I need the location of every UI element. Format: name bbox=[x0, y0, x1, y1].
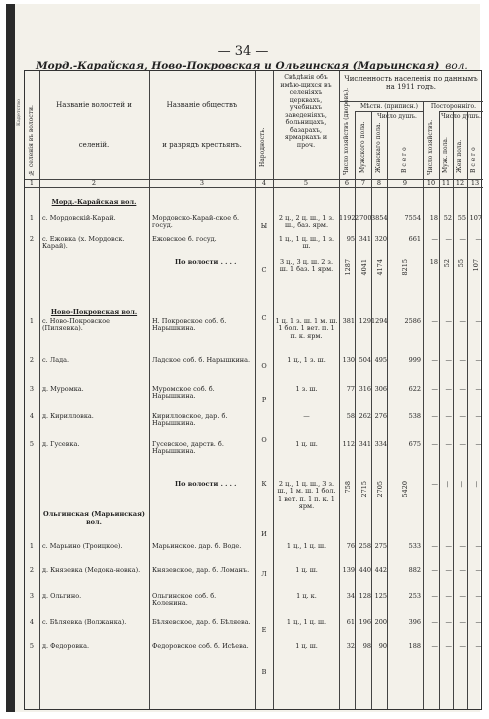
cell-f: 200 bbox=[374, 618, 387, 626]
cell-n: 5 bbox=[29, 642, 35, 650]
cell-village: д. Ольгино. bbox=[42, 592, 82, 600]
cell-t: 999 bbox=[408, 356, 421, 364]
cell-village: с. Ежовка (х. Мордовск. Карай). bbox=[42, 235, 125, 251]
cell-info: 1 ц. ш. bbox=[295, 440, 318, 448]
header-mestnye: Мѣстн. (приписн.) bbox=[359, 103, 419, 110]
cell-h2: — bbox=[431, 440, 438, 448]
cell-n: 2 bbox=[29, 566, 35, 574]
header-population: Численность населенiя по даннымъ на 1911 годъ. bbox=[344, 75, 478, 92]
cell-village: с. Лада. bbox=[42, 356, 70, 364]
cell-village: д. Гусевка. bbox=[42, 440, 80, 448]
cell-h2: — bbox=[431, 542, 438, 550]
nationality-letter: Ы bbox=[260, 222, 268, 230]
cell-t2: — bbox=[475, 566, 482, 574]
header-hoz2: Число хозяйствъ. bbox=[427, 119, 434, 175]
cell-m: 196 bbox=[358, 618, 371, 626]
cell-info: 1 ц., 1 з. ш. bbox=[287, 356, 326, 364]
title-main: Морд.-Карайская, Ново-Покровская и Ольгинская (Марьинская) bbox=[36, 60, 440, 72]
cell-h2: — bbox=[431, 566, 438, 574]
cell-f: 495 bbox=[374, 356, 387, 364]
cell-m2: — bbox=[445, 618, 452, 626]
cell-t: 2586 bbox=[404, 317, 421, 325]
cell-n: 3 bbox=[29, 592, 35, 600]
section-heading: Ново-Покровская вол. bbox=[50, 308, 138, 316]
cell-t2: — bbox=[475, 642, 482, 650]
cell-info: 1 ц. к. bbox=[296, 592, 317, 600]
cell-society: Муромское соб. б. Нарышкина. bbox=[152, 385, 215, 401]
cell-t2: — bbox=[475, 317, 482, 325]
header-postoronnie: Постороннiго. bbox=[430, 103, 477, 110]
col-number: 5 bbox=[303, 179, 309, 187]
cell-m2: — bbox=[445, 356, 452, 364]
cell-m2: 52 bbox=[442, 259, 451, 268]
cell-m2: — bbox=[445, 385, 452, 393]
cell-m2: — bbox=[445, 592, 452, 600]
cell-village: с. Ново-Покровское (Пиляевка). bbox=[42, 317, 110, 333]
cell-m: 2715 bbox=[360, 481, 368, 498]
cell-h2: 18 bbox=[429, 258, 438, 266]
nationality-letter: Л bbox=[261, 570, 267, 578]
cell-m2: — bbox=[445, 642, 452, 650]
header-col2-bottom: селенiй. bbox=[78, 141, 110, 149]
cell-t: 188 bbox=[408, 642, 421, 650]
cell-f2: — bbox=[459, 592, 466, 600]
col-rule bbox=[273, 71, 274, 709]
header-hoz1: Число хозяйствъ (дворовъ). bbox=[343, 87, 350, 175]
col-rule bbox=[39, 71, 40, 709]
cell-m: 341 bbox=[358, 235, 371, 243]
col-number: 4 bbox=[261, 179, 267, 187]
cell-society: Н. Покровское соб. б. Нарышкина. bbox=[152, 317, 227, 333]
header-female1: Женскаго пола. bbox=[375, 122, 382, 173]
cell-f: 1294 bbox=[371, 317, 388, 325]
cell-hoz: 112 bbox=[342, 440, 355, 448]
header-rule bbox=[339, 101, 483, 102]
cell-society: Князевское, дар. б. Ломанъ. bbox=[152, 566, 250, 574]
cell-t: 622 bbox=[408, 385, 421, 393]
cell-f: 275 bbox=[374, 542, 387, 550]
cell-society: Гусевское, дарств. б. Нарышкина. bbox=[152, 440, 224, 456]
cell-n: 1 bbox=[29, 317, 35, 325]
col-number: 11 bbox=[441, 179, 451, 187]
margin-note: Кадетство bbox=[16, 99, 22, 127]
col-rule bbox=[255, 71, 256, 709]
cell-t: 5420 bbox=[401, 481, 409, 498]
cell-village: д. Князевка (Медока-новка). bbox=[42, 566, 141, 574]
cell-m2: — bbox=[445, 235, 452, 243]
header-total1: В с е г о bbox=[401, 147, 408, 173]
cell-m: 2700 bbox=[355, 214, 372, 222]
cell-village: д. Кирилловка. bbox=[42, 412, 94, 420]
cell-info: 1 ц., 1 ц. ш. bbox=[286, 618, 327, 626]
statistics-table bbox=[24, 70, 482, 710]
col-number: 1 bbox=[29, 179, 35, 187]
cell-info: 2 ц., 2 ц. ш., 1 з. ш., баз. ярм. bbox=[278, 214, 335, 230]
col-number: 12 bbox=[455, 179, 465, 187]
cell-m2: — bbox=[445, 412, 452, 420]
cell-f: 334 bbox=[374, 440, 387, 448]
cell-f: 442 bbox=[374, 566, 387, 574]
cell-m2: — bbox=[445, 317, 452, 325]
cell-n: 3 bbox=[29, 385, 35, 393]
header-col1: № селенiя въ волости. bbox=[28, 105, 35, 176]
binding-edge bbox=[6, 4, 15, 712]
header-female2: Жен пола. bbox=[456, 139, 463, 173]
cell-h2: — bbox=[431, 412, 438, 420]
cell-hoz: 95 bbox=[346, 235, 355, 243]
cell-t2: — bbox=[475, 235, 482, 243]
cell-hoz: 34 bbox=[346, 592, 355, 600]
cell-h2: — bbox=[431, 235, 438, 243]
cell-f2: — bbox=[459, 566, 466, 574]
nationality-letter: О bbox=[261, 436, 267, 444]
header-chislo-dush-1: Число душъ. bbox=[377, 113, 417, 120]
cell-m: 129 bbox=[358, 317, 371, 325]
cell-f: 306 bbox=[374, 385, 387, 393]
section-heading: вол. bbox=[86, 518, 102, 526]
cell-n: 2 bbox=[29, 356, 35, 364]
col-number: 6 bbox=[344, 179, 350, 187]
cell-f2: — bbox=[459, 618, 466, 626]
cell-h2: — bbox=[431, 385, 438, 393]
cell-h2: 18 bbox=[429, 214, 438, 222]
cell-society: Мордовско-Карай-ское б. госуд. bbox=[152, 214, 240, 230]
cell-hoz: 1192 bbox=[339, 214, 356, 222]
cell-h2: — bbox=[431, 642, 438, 650]
header-rule bbox=[355, 111, 423, 112]
cell-m: 128 bbox=[358, 592, 371, 600]
cell-village: По волости . . . . bbox=[175, 480, 237, 488]
header-col3-bottom: и разрядъ крестьянъ. bbox=[162, 141, 242, 149]
col-rule bbox=[423, 101, 424, 709]
cell-t2: — bbox=[475, 592, 482, 600]
header-col5: Свѣдѣнiя объ имѣю-щихся въ селенiяхъ церквахъ, учебныхъ заведенiяхъ, больницахъ, базарахъ, ярмаркахъ и проч. bbox=[280, 74, 332, 149]
cell-hoz: 58 bbox=[346, 412, 355, 420]
cell-f2: — bbox=[459, 235, 466, 243]
col-number: 8 bbox=[376, 179, 382, 187]
cell-f2: — bbox=[459, 317, 466, 325]
col-number: 9 bbox=[402, 179, 408, 187]
nationality-letter: С bbox=[261, 314, 267, 322]
cell-n: 1 bbox=[29, 542, 35, 550]
cell-h2: — bbox=[431, 618, 438, 626]
header-col3-top: Названiе обществъ bbox=[166, 101, 238, 109]
nationality-letter: Е bbox=[261, 626, 267, 634]
cell-h2: — bbox=[431, 356, 438, 364]
cell-info: 3 ц., 3 ц. ш. 2 з. ш. 1 баз. 1 ярм. bbox=[279, 258, 334, 274]
cell-t: 882 bbox=[408, 566, 421, 574]
cell-society: Ладское соб. б. Нарышкина. bbox=[152, 356, 251, 364]
cell-info: 1 ц. 1 з. ш. 1 м. ш. 1 бол. 1 вет. п. 1 п. к. ярм. bbox=[275, 317, 338, 340]
col-number: 13 bbox=[470, 179, 480, 187]
cell-f2: — bbox=[459, 440, 466, 448]
cell-village: По волости . . . . bbox=[175, 258, 237, 266]
cell-t: 253 bbox=[408, 592, 421, 600]
cell-m: 440 bbox=[358, 566, 371, 574]
cell-m: 341 bbox=[358, 440, 371, 448]
header-male1: Мужского пола. bbox=[359, 121, 366, 173]
cell-h2: — bbox=[431, 592, 438, 600]
header-total2: В с е г о bbox=[470, 147, 477, 173]
cell-f: 125 bbox=[374, 592, 387, 600]
cell-village: с. Марьино (Троицкое). bbox=[42, 542, 123, 550]
cell-f: 4174 bbox=[376, 259, 384, 276]
cell-info: — bbox=[303, 412, 310, 420]
cell-t2: 107 bbox=[469, 214, 482, 222]
col-number: 7 bbox=[360, 179, 366, 187]
title-suffix: вол. bbox=[445, 60, 468, 72]
header-col4: Народность. bbox=[259, 127, 266, 167]
col-number: 2 bbox=[91, 179, 97, 187]
header-col2-top: Названiе волостей и bbox=[56, 101, 132, 109]
cell-hoz: 130 bbox=[342, 356, 355, 364]
cell-f: 320 bbox=[374, 235, 387, 243]
cell-t2: — bbox=[475, 440, 482, 448]
cell-village: д. Муромка. bbox=[42, 385, 84, 393]
cell-m: 504 bbox=[358, 356, 371, 364]
cell-f2: — bbox=[459, 385, 466, 393]
cell-n: 5 bbox=[29, 440, 35, 448]
cell-f2: — bbox=[459, 542, 466, 550]
cell-hoz: 381 bbox=[342, 317, 355, 325]
cell-n: 1 bbox=[29, 214, 35, 222]
cell-info: 1 ц., 1 ц. ш., 1 з. ш. bbox=[278, 235, 335, 251]
header-rule bbox=[439, 111, 483, 112]
cell-m: 262 bbox=[358, 412, 371, 420]
cell-hoz: 32 bbox=[346, 642, 355, 650]
nationality-letter: К bbox=[261, 480, 267, 488]
cell-info: 1 ц. ш. bbox=[295, 566, 318, 574]
cell-n: 4 bbox=[29, 412, 35, 420]
cell-society: Бѣляевское, дар. б. Бѣляева. bbox=[152, 618, 251, 626]
cell-n: 2 bbox=[29, 235, 35, 243]
cell-f2: — bbox=[456, 481, 465, 488]
cell-t2: — bbox=[475, 412, 482, 420]
cell-t: 8215 bbox=[401, 259, 409, 276]
cell-m: 316 bbox=[358, 385, 371, 393]
cell-village: с. Бѣляевка (Волжанка). bbox=[42, 618, 127, 626]
cell-h2: — bbox=[431, 480, 438, 488]
section-heading: Ольгинская (Марьинская) bbox=[43, 510, 145, 518]
cell-hoz: 758 bbox=[344, 481, 352, 494]
cell-hoz: 1287 bbox=[344, 259, 352, 276]
cell-info: 1 ц., 1 ц. ш. bbox=[286, 542, 327, 550]
cell-f2: — bbox=[459, 356, 466, 364]
cell-m2: — bbox=[445, 566, 452, 574]
cell-t: 7554 bbox=[404, 214, 421, 222]
cell-m2: 52 bbox=[443, 214, 452, 222]
cell-t2: — bbox=[471, 481, 480, 488]
cell-hoz: 61 bbox=[346, 618, 355, 626]
cell-f: 2705 bbox=[376, 481, 384, 498]
cell-m: 4041 bbox=[360, 259, 368, 276]
cell-t: 661 bbox=[408, 235, 421, 243]
page-number: — 34 — bbox=[217, 44, 269, 59]
cell-n: 4 bbox=[29, 618, 35, 626]
cell-society: Федоровское соб. б. Исѣева. bbox=[152, 642, 249, 650]
header-male2: Муж. пола. bbox=[442, 137, 449, 173]
cell-m2: — bbox=[445, 440, 452, 448]
nationality-letter: Р bbox=[261, 396, 267, 404]
cell-t2: — bbox=[475, 542, 482, 550]
cell-village: д. Федоровка. bbox=[42, 642, 90, 650]
cell-t2: — bbox=[475, 618, 482, 626]
nationality-letter: И bbox=[261, 530, 267, 538]
header-chislo-dush-2: Число душъ. bbox=[441, 113, 481, 120]
cell-t2: — bbox=[475, 356, 482, 364]
cell-t: 538 bbox=[408, 412, 421, 420]
cell-info: 1 ц. ш. bbox=[295, 642, 318, 650]
section-heading: Морд.-Карайская вол. bbox=[51, 198, 137, 206]
cell-info: 2 ц., 1 ц. ш., 3 з. ш., 1 м. ш. 1 бол. 1 вет. п. 1 п. к. 1 ярм. bbox=[277, 480, 336, 511]
cell-f: 276 bbox=[374, 412, 387, 420]
cell-h2: — bbox=[431, 317, 438, 325]
cell-m2: — bbox=[442, 481, 451, 488]
cell-info: 1 з. ш. bbox=[295, 385, 318, 393]
cell-hoz: 76 bbox=[346, 542, 355, 550]
col-number: 10 bbox=[426, 179, 436, 187]
cell-m: 98 bbox=[362, 642, 371, 650]
cell-f2: — bbox=[459, 412, 466, 420]
cell-t2: — bbox=[475, 385, 482, 393]
col-number: 3 bbox=[199, 179, 205, 187]
cell-f2: 55 bbox=[457, 214, 466, 222]
nationality-letter: О bbox=[261, 362, 267, 370]
col-rule bbox=[149, 71, 150, 709]
cell-society: Ольгинское соб. б. Коленина. bbox=[152, 592, 217, 608]
cell-society: Кирилловское, дар. б. Нарышкина. bbox=[152, 412, 228, 428]
cell-hoz: 139 bbox=[342, 566, 355, 574]
cell-society: Ежовское б. госуд. bbox=[152, 235, 217, 243]
cell-f2: — bbox=[459, 642, 466, 650]
cell-f: 90 bbox=[378, 642, 387, 650]
cell-f2: 55 bbox=[456, 259, 465, 268]
cell-f: 3854 bbox=[371, 214, 388, 222]
cell-society: Марьинское. дар. б. Воде. bbox=[152, 542, 242, 550]
cell-hoz: 77 bbox=[346, 385, 355, 393]
cell-m: 258 bbox=[358, 542, 371, 550]
cell-t: 396 bbox=[408, 618, 421, 626]
cell-village: с. Мордовскiй-Карай. bbox=[42, 214, 116, 222]
nationality-letter: В bbox=[261, 668, 267, 676]
cell-t2: 107 bbox=[471, 259, 480, 272]
cell-t: 675 bbox=[408, 440, 421, 448]
cell-t: 533 bbox=[408, 542, 421, 550]
nationality-letter: С bbox=[261, 266, 267, 274]
cell-m2: — bbox=[445, 542, 452, 550]
